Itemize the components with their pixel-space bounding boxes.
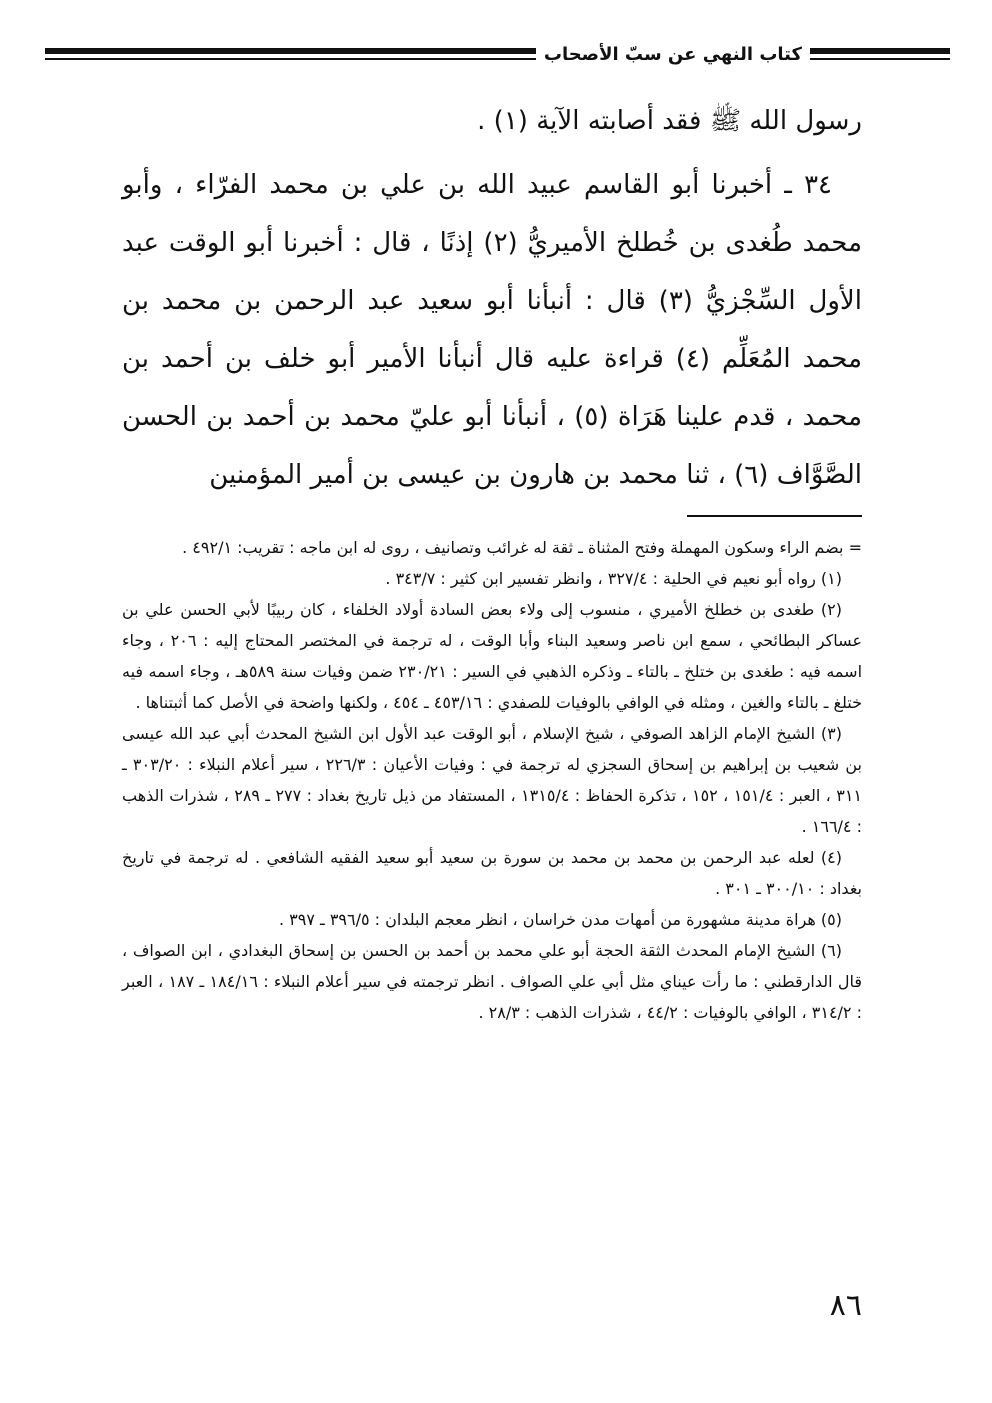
header-title: كتاب النهي عن سبّ الأصحاب bbox=[536, 44, 810, 65]
running-header bbox=[45, 40, 950, 80]
footnote-3: (٣) الشيخ الإمام الزاهد الصوفي ، شيخ الإسلام ، أبو الوقت عبد الأول ابن الشيخ المحدث أبي عبد الله عيسى بن شعيب بن إبراهيم بن إسحاق السجزي له ترجمة في : وفيات الأعيان : ٢٢٦/٣ ، سير أعلام النبلاء : ٣٠٣/٢٠ ـ ٣١١ ، العبر : ١٥١/٤ ، ١٥٢ ، تذكرة الحفاظ : ١٣١٥/٤ ، المستفاد من ذيل تاريخ بغداد : ٢٧٧ ـ ٢٨٩ ، شذرات الذهب : ١٦٦/٤ . bbox=[122, 724, 863, 836]
page-number: ٨٦ bbox=[829, 1288, 862, 1323]
footnote-6: (٦) الشيخ الإمام المحدث الثقة الحجة أبو علي محمد بن أحمد بن الحسن بن إسحاق البغدادي ، ابن الصواف ، قال الدارقطني : ما رأت عيناي مثل أبي علي الصواف . انظر ترجمته في سير أعلام النبلاء : ١٨٤/١٦ ـ ١٨٧ ، العبر : ٣١٤/٢ ، الوافي بالوفيات : ٤٤/٢ ، شذرات الذهب : ٢٨/٣ . bbox=[122, 941, 863, 1022]
header-thin-rule bbox=[45, 58, 950, 60]
header-thick-rule bbox=[45, 48, 950, 54]
footnote-divider bbox=[687, 515, 862, 517]
footnote-4: (٤) لعله عبد الرحمن بن محمد بن محمد بن سورة بن سعيد أبو سعيد الفقيه الشافعي . له ترجمة في تاريخ بغداد : ٣٠٠/١٠ ـ ٣٠١ . bbox=[122, 848, 862, 898]
continuation-line: رسول الله ﷺ فقد أصابته الآية (١) . bbox=[477, 106, 862, 136]
footnote-2: (٢) طغدى بن خطلخ الأميري ، منسوب إلى ولاء بعض السادة أولاد الخلفاء ، كان ربيبًا لأبي الحسن علي بن عساكر البطائحي ، سمع ابن ناصر وسعيد البناء وأبا الوقت ، له ترجمة في المختصر المحتاج إليه : ٢٠٦ ، وجاء اسمه فيه : طغدى بن ختلخ ـ بالتاء ـ وذكره الذهبي في السير : ٢٣٠/٢١ ضمن وفيات سنة ٥٨٩هـ ، وجاء اسمه فيه ختلغ ـ بالتاء والغين ، ومثله في الوافي بالوفيات للصفدي : ٤٥٣/١٦ ـ ٤٥٤ ، ولكنها واضحة في الأصل كما أثبتناها . bbox=[122, 600, 863, 712]
footnote-5: (٥) هراة مدينة مشهورة من أمهات مدن خراسان ، انظر معجم البلدان : ٣٩٦/٥ ـ ٣٩٧ . bbox=[279, 910, 842, 929]
main-text bbox=[122, 92, 862, 504]
footnote-1: (١) رواه أبو نعيم في الحلية : ٣٢٧/٤ ، وانظر تفسير ابن كثير : ٣٤٣/٧ . bbox=[385, 569, 842, 588]
footnotes bbox=[122, 532, 862, 1028]
hadith-34-paragraph: ٣٤ ـ أخبرنا أبو القاسم عبيد الله بن علي بن محمد الفرّاء ، وأبو محمد طُغدى بن خُطلخ الأميريُّ (٢) إذنًا ، قال : أخبرنا أبو الوقت عبد الأول السِّجْزيُّ (٣) قال : أنبأنا أبو سعيد عبد الرحمن بن محمد بن محمد المُعَلِّم (٤) قراءة عليه قال أنبأنا الأمير أبو خلف بن أحمد بن محمد ، قدم علينا هَرَاة (٥) ، أنبأنا أبو عليّ محمد بن أحمد بن الحسن الصَّوَّاف (٦) ، ثنا محمد بن هارون بن عيسى بن أمير المؤمنين bbox=[122, 170, 863, 490]
footnote-carryover: = بضم الراء وسكون المهملة وفتح المثناة ـ ثقة له غرائب وتصانيف ، روى له ابن ماجه : تقريب: ٤٩٢/١ . bbox=[182, 538, 862, 557]
